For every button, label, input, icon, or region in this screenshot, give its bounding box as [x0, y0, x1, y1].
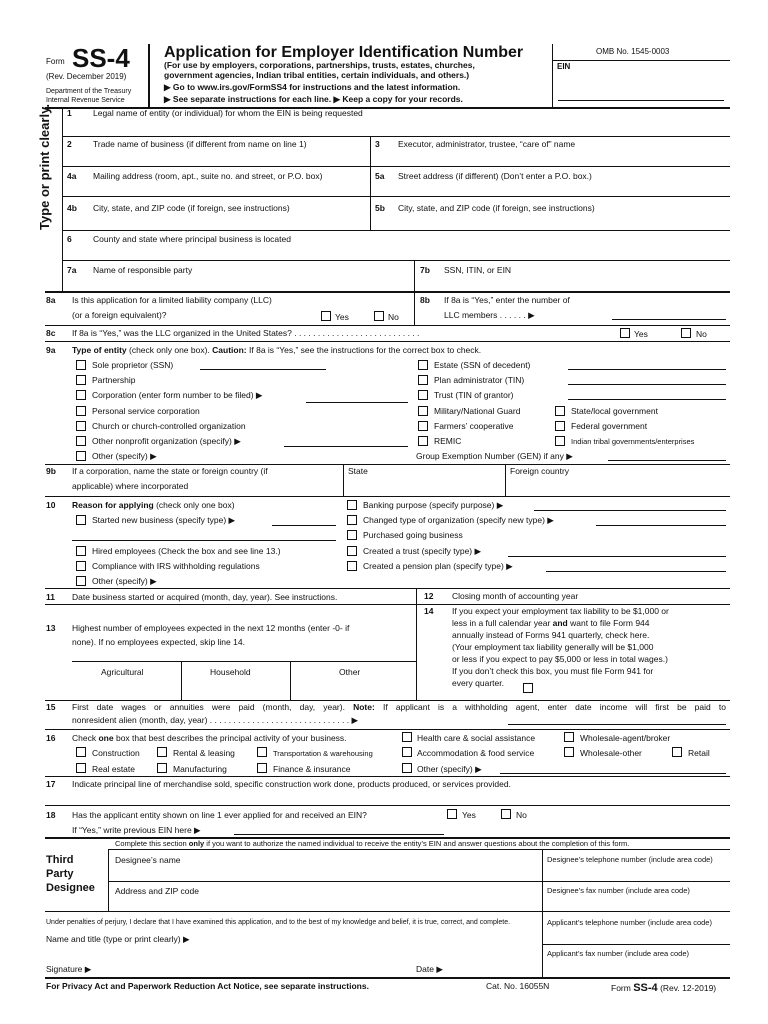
llc-us-yes-checkbox[interactable] — [620, 328, 630, 338]
line-number: 4a — [67, 171, 77, 181]
line-14-text: (Your employment tax liability generally will be $1,000 — [452, 642, 654, 652]
remic-checkbox[interactable] — [418, 436, 428, 446]
executor-name-field[interactable] — [372, 152, 728, 165]
line-number: 3 — [375, 139, 380, 149]
trade-name-field[interactable] — [63, 152, 368, 165]
ssn-field[interactable] — [200, 369, 326, 370]
designee-name-field[interactable] — [110, 868, 540, 880]
corporation-form-field[interactable] — [306, 402, 408, 403]
entity-option-label: Farmers’ cooperative — [434, 421, 514, 431]
entity-option-label: Other (specify) ▶ — [92, 451, 157, 461]
line-number: 6 — [67, 234, 72, 244]
ein-label: EIN — [557, 62, 571, 71]
other-reason-checkbox[interactable] — [76, 576, 86, 586]
line-5b-label: City, state, and ZIP code (if foreign, see instructions) — [398, 203, 595, 213]
activity-option-label: Finance & insurance — [273, 764, 351, 774]
line-16-label: Check one box that best describes the principal activity of your business. — [72, 733, 347, 743]
agricultural-field[interactable] — [73, 681, 179, 698]
line-number: 1 — [67, 108, 72, 118]
subtitle-4: ▶ See separate instructions for each line. ▶ Keep a copy for your records. — [164, 94, 463, 104]
activity-option-label: Wholesale-other — [580, 748, 642, 758]
line-13-label-2: none). If no employees expected, skip line 14. — [72, 637, 245, 647]
pension-type-field[interactable] — [546, 571, 726, 572]
activity-option-label: Transportation & warehousing — [273, 749, 373, 758]
rental-leasing-checkbox[interactable] — [157, 747, 167, 757]
subtitle-3[interactable]: ▶ Go to www.irs.gov/FormSS4 for instructions and the latest information. — [164, 82, 461, 92]
incorporation-state-field[interactable] — [345, 479, 503, 494]
foreign-country-field[interactable] — [507, 479, 728, 494]
entity-option-label: Other nonprofit organization (specify) ▶ — [92, 436, 241, 446]
activity-option-label: Rental & leasing — [173, 748, 235, 758]
previous-ein-field[interactable] — [234, 834, 444, 835]
line-12-label: Closing month of accounting year — [452, 591, 579, 601]
entity-option-label: Trust (TIN of grantor) — [434, 390, 514, 400]
line-2-label: Trade name of business (if different from name on line 1) — [93, 139, 307, 149]
church-checkbox[interactable] — [76, 421, 86, 431]
line-1-label: Legal name of entity (or individual) for whom the EIN is being requested — [93, 108, 363, 118]
hired-employees-checkbox[interactable] — [76, 546, 86, 556]
irs-compliance-checkbox[interactable] — [76, 561, 86, 571]
llc-yes-checkbox[interactable] — [321, 311, 331, 321]
agency: Internal Revenue Service — [46, 97, 125, 104]
entity-option-label: Plan administrator (TIN) — [434, 375, 525, 385]
line-9a-heading: Type of entity (check only one box). Caution: If 8a is “Yes,” see the instructions for the correct box to check. — [72, 345, 482, 355]
line-11-label: Date business started or acquired (month, day, year). See instructions. — [72, 592, 338, 602]
created-trust-checkbox[interactable] — [347, 546, 357, 556]
line-8c-label: If 8a is “Yes,” was the LLC organized in the United States? . . . . . . . . . . . . . . . . . . . . . . . . . . . — [72, 328, 420, 338]
line-15-label: First date wages or annuities were paid (month, day, year). Note: If applicant is a withholding agent, enter date income will first be paid to — [72, 702, 726, 712]
line-9b-label: If a corporation, name the state or foreign country (if — [72, 466, 268, 476]
activity-option-label: Health care & social assistance — [417, 733, 536, 743]
pension-plan-checkbox[interactable] — [347, 561, 357, 571]
line-8a-label-2: (or a foreign equivalent)? — [72, 310, 167, 320]
perjury-statement: Under penalties of perjury, I declare that I have examined this application, and to the best of my knowledge and belief, it is true, correct, and complete. — [46, 919, 511, 926]
entity-option-label: REMIC — [434, 436, 462, 446]
line-14-text: every quarter. — [452, 678, 504, 688]
form-footer-id: Form SS-4 (Rev. 12-2019) — [611, 982, 717, 994]
finance-insurance-checkbox[interactable] — [257, 763, 267, 773]
designee-fax-field[interactable] — [544, 898, 728, 910]
line-15-label-2: nonresident alien (month, day, year) . . . . . . . . . . . . . . . . . . . . . . . . . . . . . . ▶ — [72, 715, 359, 725]
other-employees-field[interactable] — [292, 681, 415, 698]
other-activity-checkbox[interactable] — [402, 763, 412, 773]
applicant-phone-label: Applicant’s telephone number (include area code) — [547, 918, 712, 927]
no-label: No — [516, 810, 527, 820]
llc-members-field[interactable] — [612, 319, 726, 320]
applicant-fax-label: Applicant’s fax number (include area code) — [547, 949, 690, 958]
line-7b-label: SSN, ITIN, or EIN — [444, 265, 512, 275]
health-care-checkbox[interactable] — [402, 732, 412, 742]
line-number: 15 — [46, 702, 56, 712]
designee-fax-label: Designee’s fax number (include area code) — [547, 886, 690, 895]
yes-label: Yes — [462, 810, 476, 820]
prior-ein-no-checkbox[interactable] — [501, 809, 511, 819]
street-city-state-zip-field[interactable] — [372, 216, 728, 228]
state-label: State — [348, 466, 368, 476]
decedent-ssn-field[interactable] — [568, 369, 726, 370]
form-944-checkbox[interactable] — [523, 683, 533, 693]
household-label: Household — [210, 667, 251, 677]
line-14-text: less in a full calendar year and want to file Form 944 — [452, 618, 650, 628]
reason-option-label: Started new business (specify type) ▶ — [92, 515, 236, 525]
no-label: No — [388, 312, 399, 322]
date-label: Date ▶ — [416, 964, 443, 974]
responsible-party-field[interactable] — [63, 277, 413, 290]
privacy-notice: For Privacy Act and Paperwork Reduction Act Notice, see separate instructions. — [46, 981, 369, 991]
entity-option-label: Military/National Guard — [434, 406, 521, 416]
line-number: 10 — [46, 500, 56, 510]
line-number: 7b — [420, 265, 430, 275]
line-8b-label: If 8a is “Yes,” enter the number of — [444, 295, 570, 305]
reason-option-label: Hired employees (Check the box and see line 13.) — [92, 546, 281, 556]
line-number: 2 — [67, 139, 72, 149]
county-state-field[interactable] — [63, 247, 728, 259]
llc-us-no-checkbox[interactable] — [681, 328, 691, 338]
agricultural-label: Agricultural — [101, 667, 144, 677]
yes-label: Yes — [335, 312, 349, 322]
banking-purpose-field[interactable] — [534, 510, 726, 511]
entity-option-label: Federal government — [571, 421, 648, 431]
line-number: 18 — [46, 810, 56, 820]
first-wages-date-field[interactable] — [508, 724, 726, 725]
line-number: 4b — [67, 203, 77, 213]
line-3-label: Executor, administrator, trustee, “care of” name — [398, 139, 576, 149]
activity-option-label: Wholesale-agent/broker — [580, 733, 671, 743]
nonprofit-checkbox[interactable] — [76, 436, 86, 446]
reason-option-label: Compliance with IRS withholding regulations — [92, 561, 260, 571]
designee-address-field[interactable] — [110, 898, 540, 910]
transportation-checkbox[interactable] — [257, 747, 267, 757]
street-address-field[interactable] — [372, 184, 728, 195]
third-party-title-2: Party — [46, 868, 74, 880]
no-label: No — [696, 329, 707, 339]
line-number: 7a — [67, 265, 77, 275]
reason-option-label: Created a trust (specify type) ▶ — [363, 546, 482, 556]
new-type-field[interactable] — [596, 525, 726, 526]
military-checkbox[interactable] — [418, 406, 428, 416]
activity-option-label: Accommodation & food service — [417, 748, 535, 758]
line-number: 13 — [46, 623, 56, 633]
llc-no-checkbox[interactable] — [374, 311, 384, 321]
gen-label: Group Exemption Number (GEN) if any ▶ — [416, 451, 573, 461]
nonprofit-specify-field[interactable] — [284, 446, 408, 447]
personal-service-corp-checkbox[interactable] — [76, 406, 86, 416]
other-employees-label: Other — [339, 667, 361, 677]
wholesale-agent-checkbox[interactable] — [564, 732, 574, 742]
form-title: Application for Employer Identification Number — [164, 44, 524, 61]
line-number: 16 — [46, 733, 56, 743]
designee-phone-field[interactable] — [544, 867, 728, 880]
business-type-field[interactable] — [272, 525, 336, 526]
activity-option-label: Retail — [688, 748, 710, 758]
partnership-checkbox[interactable] — [76, 375, 86, 385]
entity-option-label: Indian tribal governments/enterprises — [571, 437, 695, 446]
line-number: 5b — [375, 203, 385, 213]
estate-checkbox[interactable] — [418, 360, 428, 370]
revision-date: (Rev. December 2019) — [46, 72, 127, 81]
entity-option-label: Sole proprietor (SSN) — [92, 360, 174, 370]
sole-proprietor-checkbox[interactable] — [76, 360, 86, 370]
line-10-heading: Reason for applying (check only one box) — [72, 500, 235, 510]
reason-option-label: Banking purpose (specify purpose) ▶ — [363, 500, 504, 510]
line-9b-label-2: applicable) where incorporated — [72, 481, 189, 491]
applicant-fax-field[interactable] — [544, 961, 728, 978]
line-8a-label: Is this application for a limited liability company (LLC) — [72, 295, 272, 305]
signature-date-field[interactable] — [446, 961, 540, 976]
designee-phone-label: Designee’s telephone number (include area code) — [547, 855, 713, 864]
designee-name-label: Designee’s name — [115, 855, 181, 865]
department: Department of the Treasury — [46, 88, 132, 95]
grantor-tin-field[interactable] — [568, 399, 726, 400]
entity-option-label: Estate (SSN of decedent) — [434, 360, 531, 370]
reason-option-label: Purchased going business — [363, 530, 463, 540]
principal-line-field[interactable] — [46, 792, 728, 804]
line-14-text: or less if you expect to pay $5,000 or less in total wages.) — [452, 654, 668, 664]
banking-purpose-checkbox[interactable] — [347, 500, 357, 510]
activity-option-label: Real estate — [92, 764, 135, 774]
started-business-checkbox[interactable] — [76, 515, 86, 525]
line-number: 5a — [375, 171, 385, 181]
plan-admin-tin-field[interactable] — [568, 384, 726, 385]
reason-option-label: Created a pension plan (specify type) ▶ — [363, 561, 513, 571]
third-party-instructions: Complete this section only if you want to authorize the named individual to receive the entity’s EIN and answer questions about the completion of this form. — [115, 839, 630, 848]
line-number: 9b — [46, 466, 56, 476]
activity-option-label: Manufacturing — [173, 764, 227, 774]
reason-option-label: Other (specify) ▶ — [92, 576, 157, 586]
other-entity-checkbox[interactable] — [76, 451, 86, 461]
activity-option-label: Construction — [92, 748, 140, 758]
real-estate-checkbox[interactable] — [76, 763, 86, 773]
trust-checkbox[interactable] — [418, 390, 428, 400]
accommodation-checkbox[interactable] — [402, 747, 412, 757]
catalog-number: Cat. No. 16055N — [486, 981, 550, 991]
gen-field[interactable] — [608, 460, 726, 461]
line-number: 17 — [46, 779, 56, 789]
line-17-label: Indicate principal line of merchandise sold, specific construction work done, products produced, or services provided. — [72, 779, 511, 789]
designee-address-label: Address and ZIP code — [115, 886, 199, 896]
line-14-text: If you expect your employment tax liability to be $1,000 or — [452, 606, 669, 616]
omb-number: OMB No. 1545-0003 — [596, 47, 670, 56]
changed-org-checkbox[interactable] — [347, 515, 357, 525]
line-number: 14 — [424, 606, 434, 616]
line-number: 8c — [46, 328, 56, 338]
subtitle-1: (For use by employers, corporations, partnerships, trusts, estates, churches, — [164, 60, 475, 70]
city-state-zip-field[interactable] — [63, 216, 368, 228]
form-word: Form — [46, 57, 65, 66]
entity-option-label: Partnership — [92, 375, 136, 385]
household-field[interactable] — [183, 681, 289, 698]
line-14-text: If you don’t check this box, you must file Form 941 for — [452, 666, 654, 676]
ssn-itin-ein-field[interactable] — [416, 277, 728, 290]
line-18-label-2: If “Yes,” write previous EIN here ▶ — [72, 825, 201, 835]
legal-name-field[interactable] — [63, 121, 730, 136]
entity-option-label: Personal service corporation — [92, 406, 200, 416]
retail-checkbox[interactable] — [672, 747, 682, 757]
line-18-label: Has the applicant entity shown on line 1 ever applied for and received an EIN? — [72, 810, 367, 820]
name-title-field[interactable] — [200, 932, 540, 944]
line-13-label: Highest number of employees expected in the next 12 months (enter -0- if — [72, 623, 350, 633]
applicant-phone-field[interactable] — [544, 930, 728, 942]
entity-option-label: Corporation (enter form number to be filed) ▶ — [92, 390, 263, 400]
purchased-business-checkbox[interactable] — [347, 530, 357, 540]
federal-gov-checkbox[interactable] — [555, 421, 565, 431]
plan-admin-checkbox[interactable] — [418, 375, 428, 385]
name-title-label: Name and title (type or print clearly) ▶ — [46, 934, 190, 944]
line-number: 9a — [46, 345, 56, 355]
mailing-address-field[interactable] — [63, 184, 368, 195]
third-party-title: Third — [46, 854, 74, 866]
form-number: SS-4 — [72, 43, 130, 73]
entity-option-label: State/local government — [571, 406, 658, 416]
business-type-field-2[interactable] — [72, 540, 336, 541]
line-7a-label: Name of responsible party — [93, 265, 193, 275]
state-local-gov-checkbox[interactable] — [555, 406, 565, 416]
line-number: 8b — [420, 295, 430, 305]
wholesale-other-checkbox[interactable] — [564, 747, 574, 757]
foreign-country-label: Foreign country — [510, 466, 570, 476]
line-number: 11 — [46, 592, 55, 602]
trust-type-field[interactable] — [508, 556, 726, 557]
corporation-checkbox[interactable] — [76, 390, 86, 400]
third-party-title-3: Designee — [46, 882, 95, 894]
construction-checkbox[interactable] — [76, 747, 86, 757]
reason-option-label: Changed type of organization (specify new type) ▶ — [363, 515, 554, 525]
other-activity-field[interactable] — [500, 773, 726, 774]
line-5a-label: Street address (if different) (Don’t enter a P.O. box.) — [398, 171, 592, 181]
activity-option-label: Other (specify) ▶ — [417, 764, 482, 774]
signature-label: Signature ▶ — [46, 964, 92, 974]
line-4b-label: City, state, and ZIP code (if foreign, see instructions) — [93, 203, 290, 213]
line-14-text: annually instead of Forms 941 quarterly, check here. — [452, 630, 650, 640]
type-or-print-label: Type or print clearly. — [37, 104, 52, 230]
subtitle-2: government agencies, Indian tribal entities, certain individuals, and others.) — [164, 70, 470, 80]
line-6-label: County and state where principal business is located — [93, 234, 291, 244]
line-number: 12 — [424, 591, 434, 601]
line-8b-label-2: LLC members . . . . . . ▶ — [444, 310, 535, 320]
line-4a-label: Mailing address (room, apt., suite no. and street, or P.O. box) — [93, 171, 323, 181]
tribal-gov-checkbox[interactable] — [555, 436, 565, 446]
entity-option-label: Church or church-controlled organization — [92, 421, 246, 431]
signature-field[interactable] — [100, 961, 410, 976]
prior-ein-yes-checkbox[interactable] — [447, 809, 457, 819]
line-number: 8a — [46, 295, 56, 305]
farmers-coop-checkbox[interactable] — [418, 421, 428, 431]
manufacturing-checkbox[interactable] — [157, 763, 167, 773]
yes-label: Yes — [634, 329, 648, 339]
